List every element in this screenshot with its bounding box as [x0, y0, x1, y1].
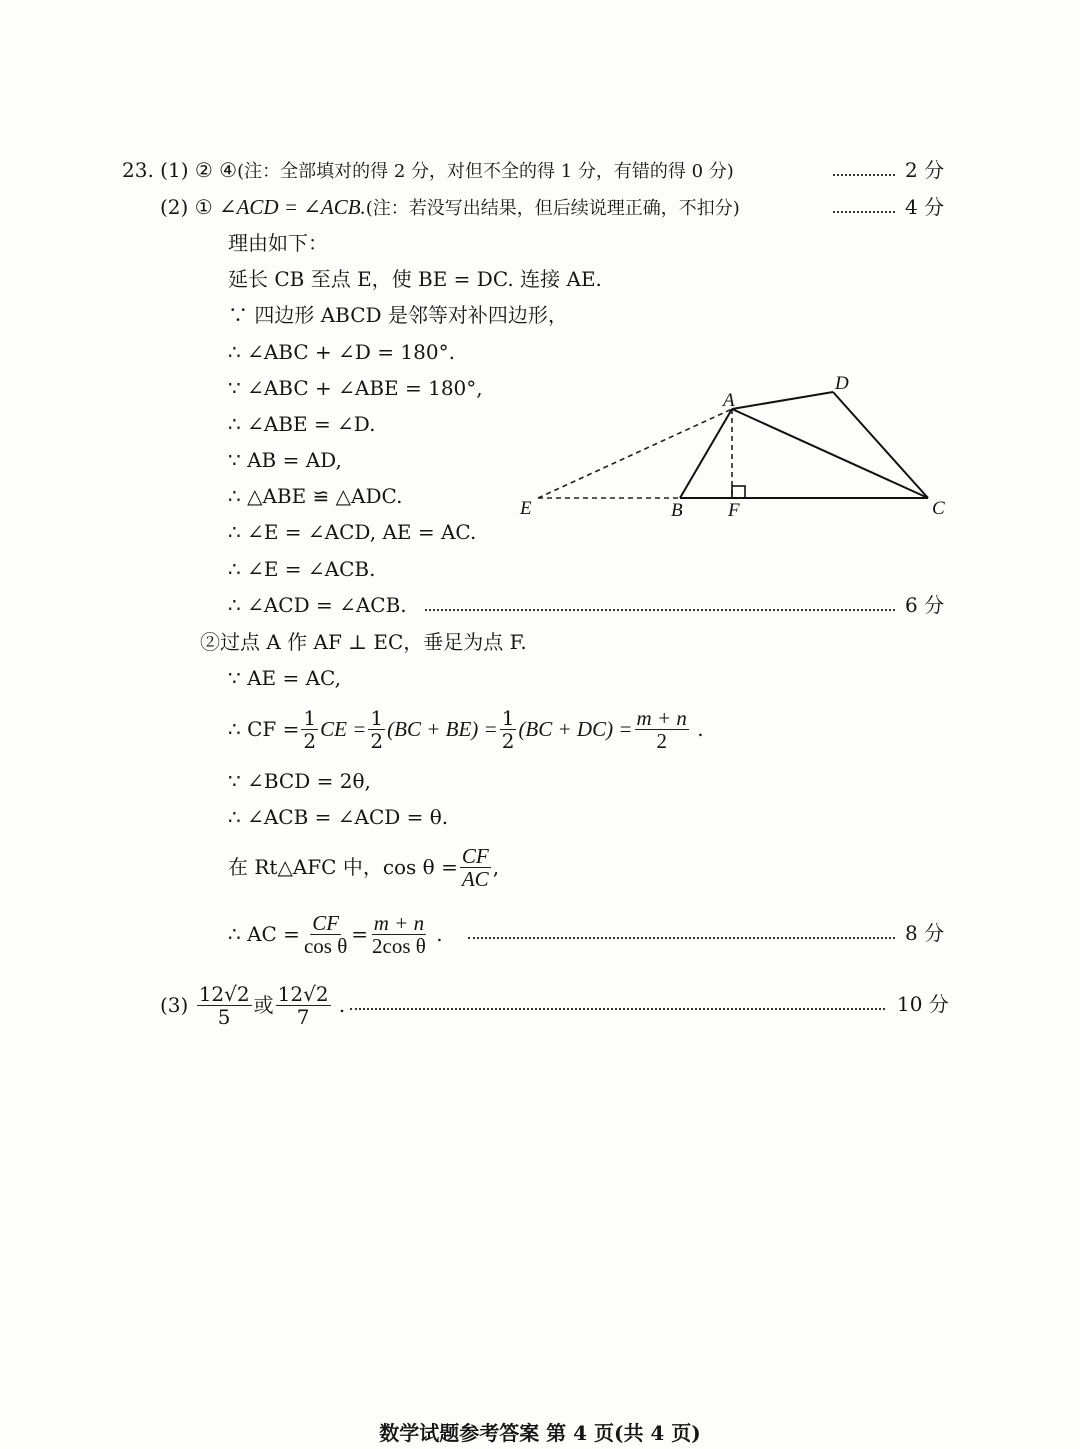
label-C: C [932, 498, 945, 519]
step-line: ∴ △ABE ≌ △ADC. [228, 484, 403, 508]
part2-note: (注：若没写出结果，但后续说理正确，不扣分) [365, 198, 740, 219]
geometry-figure [510, 368, 960, 528]
leader-dots [833, 174, 895, 176]
segment-AD [732, 392, 833, 409]
or-word: 或 [253, 993, 274, 1017]
ac-lhs: ∴ AC = [228, 922, 300, 946]
segment-AC [732, 409, 928, 498]
answer-fraction-2: $\frac{12√2}{7}$ [277, 981, 329, 1029]
step-line: ∴ ∠ACD = ∠ACB. [228, 593, 407, 617]
leader-dots [350, 1008, 885, 1010]
mn-over-2-fraction: $\frac{m + n}{2}$ [636, 705, 687, 753]
step-line: ∵ ∠BCD = 2θ, [228, 769, 371, 793]
step-line: ∵ AE = AC, [228, 666, 341, 690]
question-number: 23. [122, 158, 154, 182]
reason-title: 理由如下： [228, 231, 328, 255]
score-10: 10 分 [897, 992, 949, 1016]
part2-answer: ∠ACD = ∠ACB. [219, 195, 366, 219]
sub-label: ① [194, 195, 213, 219]
page-footer: 数学试题参考答案 第 4 页(共 4 页) [379, 1421, 701, 1445]
mn-over-2cos-fraction: $\frac{m + n}{\text{2cos θ}}$ [372, 910, 426, 958]
half-fraction: $\frac{1}{2}$ [501, 705, 515, 753]
step-line: ∴ ∠E = ∠ACB. [228, 557, 376, 581]
construction-text: 过点 A 作 AF ⊥ EC，垂足为点 F. [220, 630, 527, 654]
step-line: ∵ ∠ABC + ∠ABE = 180°, [228, 376, 483, 400]
score-2: 2 分 [905, 158, 945, 182]
score-4: 4 分 [905, 195, 945, 219]
answer-fraction-1: $\frac{12√2}{5}$ [198, 981, 250, 1029]
part1-note: (注：全部填对的得 2 分，对但不全的得 1 分，有错的得 0 分) [237, 161, 734, 182]
right-angle-mark [732, 486, 745, 498]
half-fraction: $\frac{1}{2}$ [303, 705, 317, 753]
cf-term-2: (BC + BE) = [387, 717, 498, 741]
part-label: (3) [160, 993, 189, 1017]
label-A: A [723, 390, 735, 411]
step-line: ∴ ∠E = ∠ACD, AE = AC. [228, 520, 477, 544]
q23-part3: (3) $\frac{12√2}{5}$ 或 $\frac{12√2}{7}$ . [160, 981, 346, 1029]
cf-term-3: (BC + DC) = [518, 717, 633, 741]
label-D: D [835, 373, 849, 394]
sub-label: ② [200, 630, 220, 654]
step-line: ∴ ∠ABE = ∠D. [228, 412, 376, 436]
label-F: F [728, 500, 740, 521]
q23-part1 [122, 158, 734, 184]
step-line: ∴ ∠ABC + ∠D = 180°. [228, 340, 455, 364]
score-6: 6 分 [905, 593, 945, 617]
cos-definition: 在 Rt△AFC 中，cos θ = $\frac{CF}{AC}$ , [228, 843, 500, 891]
cf-equation: ∴ CF = $\frac{1}{2}$ CE = $\frac{1}{2}$ (BC + BE) = $\frac{1}{2}$ (BC + DC) = $\frac{m + n}{2}$ . [228, 705, 704, 753]
part-label: (2) [160, 195, 189, 219]
label-B: B [671, 500, 683, 521]
segment-DC [833, 392, 928, 498]
step-line: ∵ 四边形 ABCD 是邻等对补四边形， [228, 303, 568, 327]
segment-AB [680, 409, 732, 498]
step-line: ∵ AB = AD, [228, 448, 342, 472]
part-label: (1) [160, 158, 189, 182]
rt-text: 在 Rt△AFC 中，cos θ = [228, 855, 458, 879]
cf-lhs: ∴ CF = [228, 717, 300, 741]
leader-dots [468, 937, 895, 939]
half-fraction: $\frac{1}{2}$ [370, 705, 384, 753]
q23-part2-1 [160, 195, 740, 221]
score-8: 8 分 [905, 921, 945, 945]
cf-over-ac-fraction: $\frac{CF}{AC}$ [461, 843, 489, 891]
label-E: E [520, 498, 532, 519]
part1-answer: ② ④ [194, 158, 238, 182]
part2-2-intro [200, 630, 527, 654]
leader-dots [425, 609, 895, 611]
cf-term-1: CE = [320, 717, 367, 741]
ac-result: ∴ AC = $\frac{CF}{\text{cos θ}}$ = $\frac{m + n}{\text{2cos θ}}$ . [228, 910, 443, 958]
leader-dots [833, 211, 895, 213]
cf-over-cos-fraction: $\frac{CF}{\text{cos θ}}$ [303, 910, 348, 958]
segment-EA [538, 409, 732, 498]
step-line: ∴ ∠ACB = ∠ACD = θ. [228, 805, 449, 829]
step-line: 延长 CB 至点 E，使 BE = DC. 连接 AE. [228, 267, 602, 291]
